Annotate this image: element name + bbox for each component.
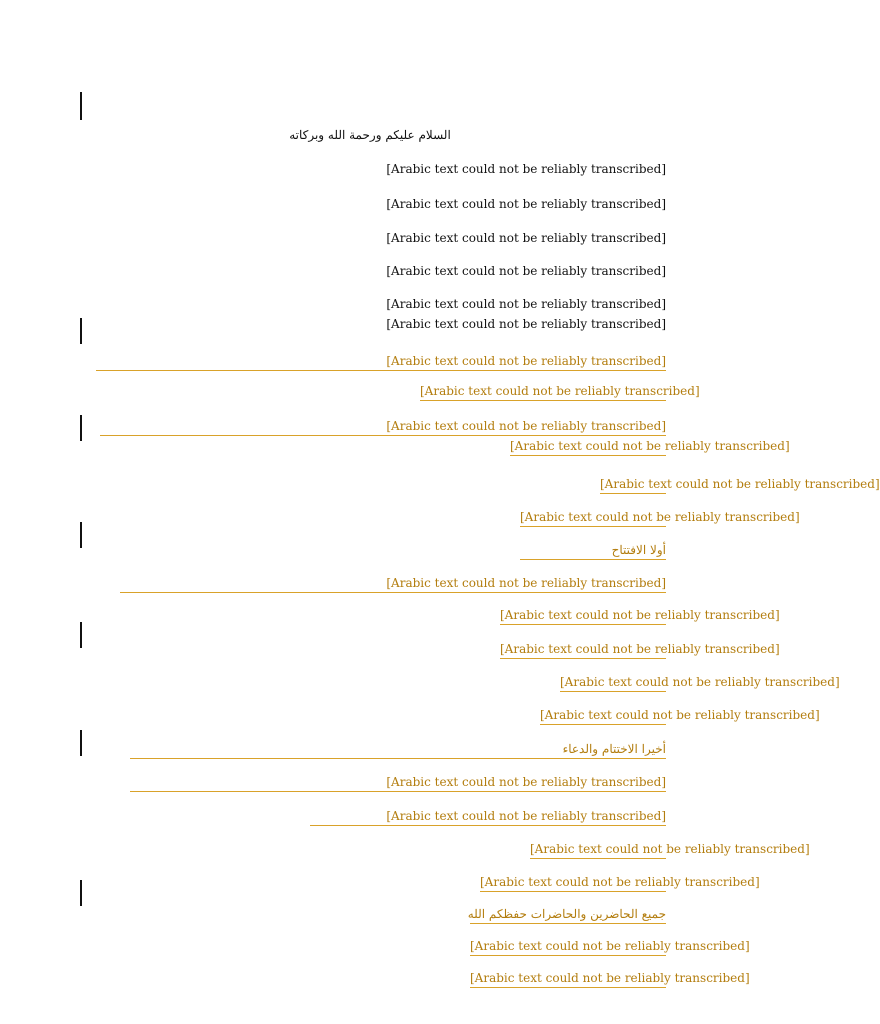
text-line: [Arabic text could not be reliably transcribed] [386,297,666,311]
margin-bar [80,92,82,120]
text-line: [Arabic text could not be reliably transcribed] [386,231,666,245]
text-line: [Arabic text could not be reliably transcribed] [386,264,666,278]
margin-bar [80,880,82,906]
highlighted-line: [Arabic text could not be reliably transcribed] [540,707,666,725]
text-line: [Arabic text could not be reliably transcribed] [386,162,666,176]
margin-bar [80,415,82,441]
highlighted-line: [Arabic text could not be reliably transcribed] [600,476,666,494]
highlighted-line: [Arabic text could not be reliably transcribed] [500,607,666,625]
highlighted-line: [Arabic text could not be reliably transcribed] [530,841,666,859]
highlighted-line: [Arabic text could not be reliably transcribed] [470,938,666,956]
highlighted-line: [Arabic text could not be reliably transcribed] [120,575,666,593]
text-line: [Arabic text could not be reliably transcribed] [386,197,666,211]
highlighted-line: [Arabic text could not be reliably transcribed] [100,418,666,436]
text-line: [Arabic text could not be reliably transcribed] [386,317,666,331]
highlighted-line: أولا الافتتاح [520,542,666,560]
highlighted-line: [Arabic text could not be reliably transcribed] [480,874,666,892]
highlighted-line: [Arabic text could not be reliably transcribed] [510,438,666,456]
greeting-line: السلام عليكم ورحمة الله وبركاته [289,128,451,142]
highlighted-line: [Arabic text could not be reliably transcribed] [96,353,666,371]
margin-bar [80,622,82,648]
highlighted-line: [Arabic text could not be reliably transcribed] [130,774,666,792]
highlighted-line: [Arabic text could not be reliably transcribed] [470,970,666,988]
highlighted-line: [Arabic text could not be reliably transcribed] [500,641,666,659]
highlighted-line: [Arabic text could not be reliably transcribed] [560,674,666,692]
highlighted-line: [Arabic text could not be reliably transcribed] [420,383,666,401]
margin-bar [80,730,82,756]
highlighted-line: جميع الحاضرين والحاضرات حفظكم الله [470,906,666,924]
highlighted-line: [Arabic text could not be reliably transcribed] [520,509,666,527]
highlighted-line: [Arabic text could not be reliably transcribed] [310,808,666,826]
margin-bar [80,522,82,548]
highlighted-line: أخيرا الاختتام والدعاء [130,741,666,759]
